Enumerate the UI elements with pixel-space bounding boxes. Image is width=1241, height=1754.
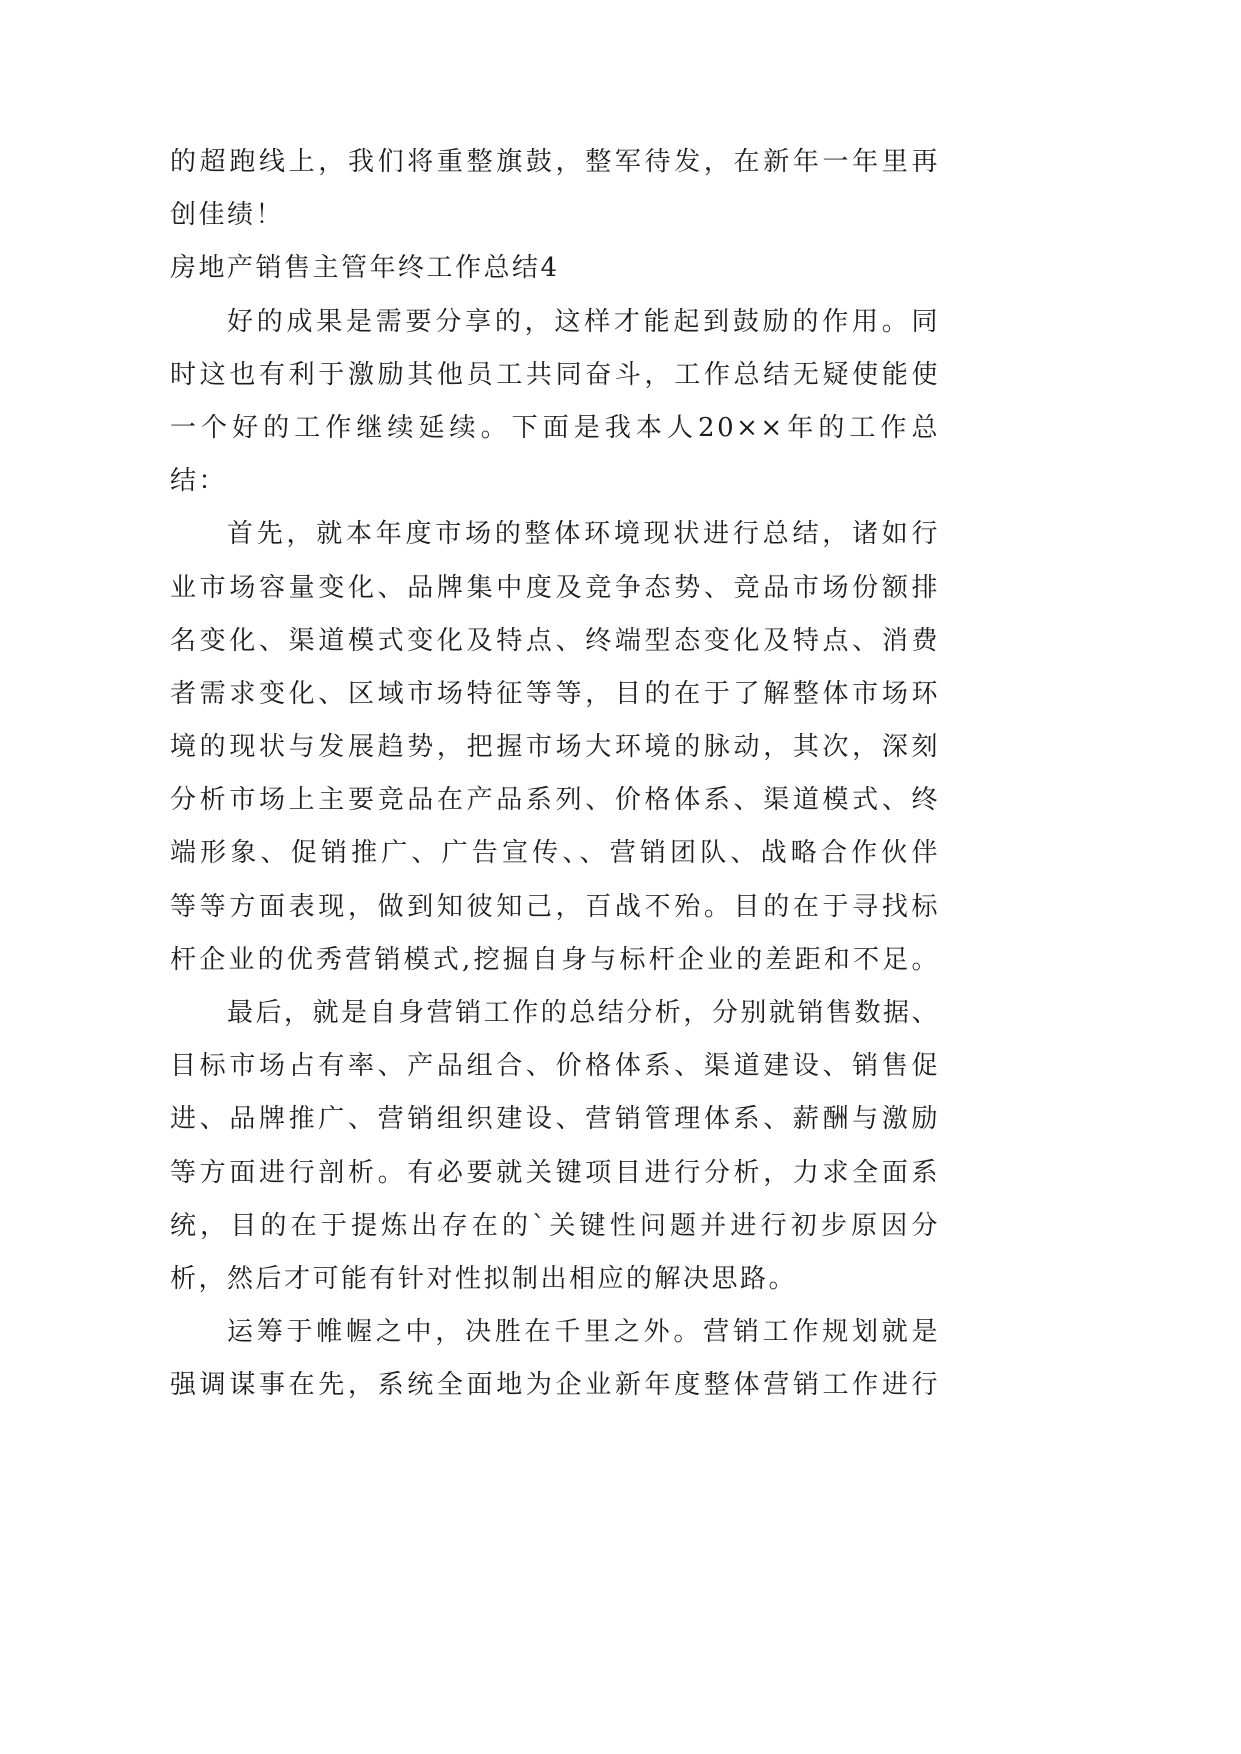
text-line: 等方面进行剖析。有必要就关键项目进行分析，力求全面系: [170, 1157, 940, 1188]
paragraph: [170, 987, 940, 1306]
paragraph: [170, 508, 940, 987]
text-line: 创佳绩！: [170, 200, 285, 231]
text-line: 业市场容量变化、品牌集中度及竞争态势、竞品市场份额排: [170, 572, 940, 603]
text-line: 端形象、促销推广、广告宣传、、营销团队、战略合作伙伴: [170, 838, 940, 869]
text-line: 最后，就是自身营销工作的总结分析，分别就销售数据、: [227, 998, 940, 1028]
text-line: 统，目的在于提炼出存在的`关键性问题并进行初步原因分: [170, 1210, 940, 1241]
text-line: 进、品牌推广、营销组织建设、营销管理体系、薪酬与激励: [170, 1104, 940, 1135]
text-line: 一个好的工作继续延续。下面是我本人20××年的工作总: [170, 412, 940, 443]
text-line: 目标市场占有率、产品组合、价格体系、渠道建设、销售促: [170, 1051, 940, 1082]
text-line: 结：: [170, 466, 228, 497]
text-line: 境的现状与发展趋势，把握市场大环境的脉动，其次，深刻: [170, 732, 940, 763]
text-line: 分析市场上主要竞品在产品系列、价格体系、渠道模式、终: [170, 785, 940, 816]
text-line: 名变化、渠道模式变化及特点、终端型态变化及特点、消费: [170, 625, 940, 656]
paragraph: [170, 1306, 940, 1412]
text-line: 析，然后才可能有针对性拟制出相应的解决思路。: [170, 1263, 798, 1294]
text-line: 运筹于帷幄之中，决胜在千里之外。营销工作规划就是: [227, 1317, 940, 1348]
text-line: 等等方面表现，做到知彼知己，百战不殆。目的在于寻找标: [170, 891, 940, 922]
text-line: 好的成果是需要分享的，这样才能起到鼓励的作用。同: [227, 306, 940, 337]
text-line: 者需求变化、区域市场特征等等，目的在于了解整体市场环: [170, 678, 940, 709]
paragraph: [170, 296, 940, 509]
text-line: 时这也有利于激励其他员工共同奋斗，工作总结无疑使能使: [170, 359, 940, 390]
document-body: [170, 136, 940, 1413]
section-heading: 房地产销售主管年终工作总结4: [170, 253, 560, 284]
continued-paragraph: [170, 136, 940, 242]
text-line: 强调谋事在先，系统全面地为企业新年度整体营销工作进行: [170, 1370, 940, 1401]
text-line: 的超跑线上，我们将重整旗鼓，整军待发，在新年一年里再: [170, 147, 940, 177]
text-line: 杆企业的优秀营销模式,挖掘自身与标杆企业的差距和不足。: [170, 944, 940, 975]
text-line: 首先，就本年度市场的整体环境现状进行总结，诸如行: [227, 519, 940, 550]
